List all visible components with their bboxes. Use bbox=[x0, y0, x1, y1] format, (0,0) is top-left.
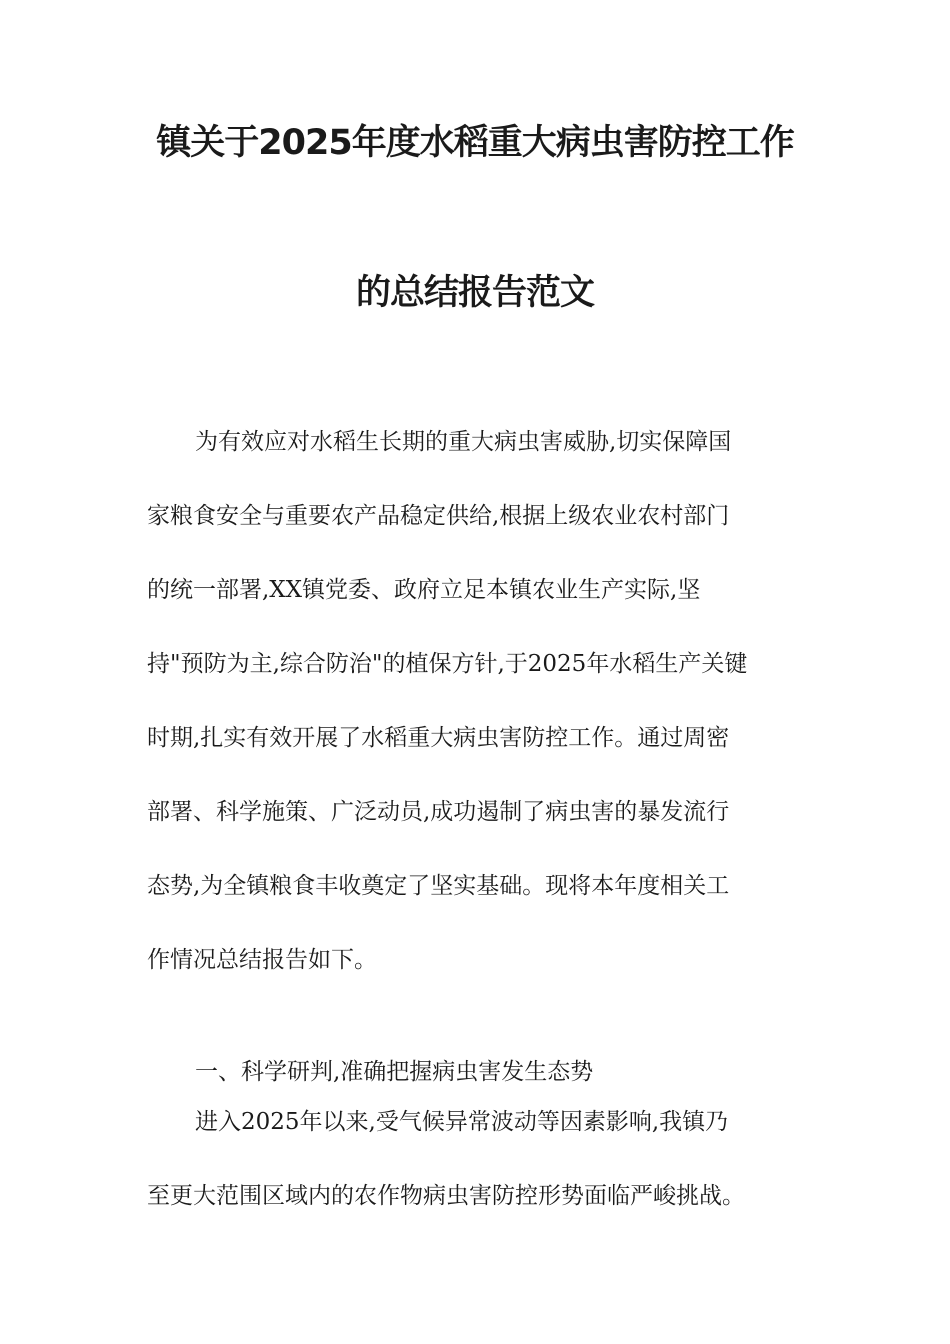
document-title-line-1: 镇关于2025年度水稻重大病虫害防控工作 bbox=[156, 123, 794, 163]
document-title-line-2: 的总结报告范文 bbox=[355, 273, 594, 313]
paragraph-line: 时期,扎实有效开展了水稻重大病虫害防控工作。通过周密 bbox=[147, 725, 730, 751]
paragraph-line: 持"预防为主,综合防治"的植保方针,于2025年水稻生产关键 bbox=[147, 651, 748, 677]
section-paragraph bbox=[147, 1085, 827, 1233]
paragraph-line: 家粮食安全与重要农产品稳定供给,根据上级农业农村部门 bbox=[147, 503, 730, 529]
section-heading-text: 一、科学研判,准确把握病虫害发生态势 bbox=[195, 1059, 594, 1085]
paragraph-line: 态势,为全镇粮食丰收奠定了坚实基础。现将本年度相关工 bbox=[147, 873, 730, 899]
intro-paragraph bbox=[147, 405, 827, 997]
paragraph-line: 作情况总结报告如下。 bbox=[147, 947, 377, 973]
paragraph-line: 进入2025年以来,受气候异常波动等因素影响,我镇乃 bbox=[195, 1109, 729, 1135]
paragraph-line: 部署、科学施策、广泛动员,成功遏制了病虫害的暴发流行 bbox=[147, 799, 730, 825]
paragraph-line: 为有效应对水稻生长期的重大病虫害威胁,切实保障国 bbox=[195, 429, 732, 455]
paragraph-line: 的统一部署,XX镇党委、政府立足本镇农业生产实际,坚 bbox=[147, 577, 701, 603]
paragraph-line: 至更大范围区域内的农作物病虫害防控形势面临严峻挑战。 bbox=[147, 1183, 745, 1209]
